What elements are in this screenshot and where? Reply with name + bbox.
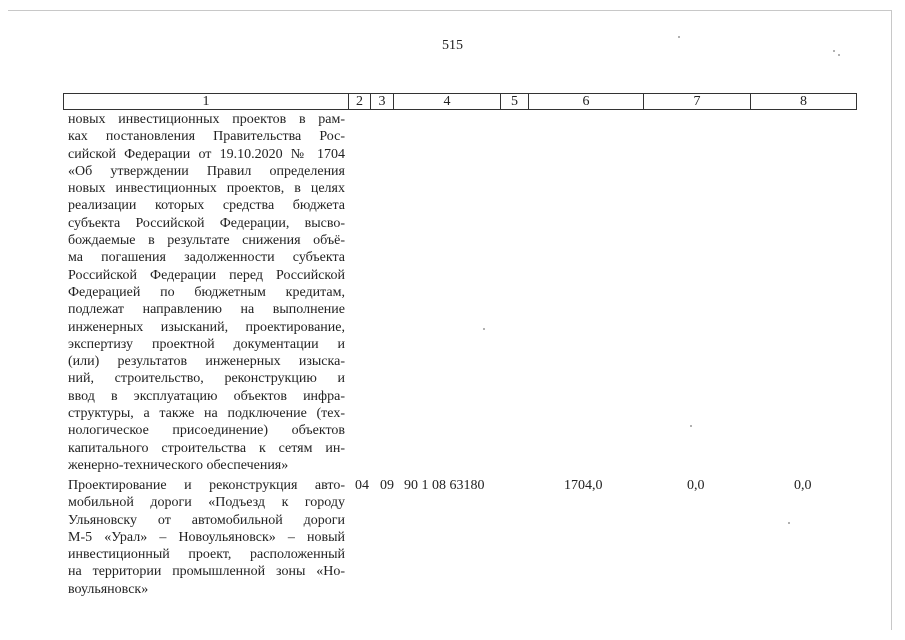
column-header-1: 1: [64, 94, 349, 109]
column-header-4: 4: [394, 94, 501, 109]
continuation-text: [68, 111, 345, 474]
column-header-3: 3: [371, 94, 394, 109]
page-number: 515: [442, 38, 463, 53]
continuation-text-line: новых инвестиционных проектов в рам-: [68, 112, 345, 127]
continuation-text-line: подлежат направлению на выполнение: [68, 302, 345, 318]
continuation-text-line: ма погашения задолженности субъекта: [68, 250, 345, 266]
continuation-text-line: бождаемые в результате снижения объё-: [68, 233, 345, 249]
item-description-line: мобильной дороги «Подъезд к городу: [68, 495, 345, 511]
continuation-text-line: ках постановления Правительства Рос-: [68, 129, 345, 145]
column-header-row: [63, 93, 857, 110]
item-description-line: воульяновск»: [68, 581, 149, 597]
continuation-text-line: структуры, а также на подключение (тех-: [68, 406, 345, 422]
continuation-text-line: женерно-технического обеспечения»: [68, 457, 289, 473]
continuation-text-line: Российской Федерации перед Российской: [68, 267, 345, 283]
column-header-7: 7: [644, 94, 751, 109]
continuation-text-line: новых инвестиционных проектов, в целях: [68, 181, 345, 197]
scan-speck: [788, 522, 790, 524]
continuation-text-line: сийской Федерации от 19.10.2020 № 1704: [68, 146, 345, 162]
table-row: [0, 477, 905, 495]
item-description-line: М-5 «Урал» – Новоульяновск» – новый: [68, 529, 345, 545]
item-description-line: Проектирование и реконструкция авто-: [68, 478, 345, 493]
column-header-5: 5: [501, 94, 529, 109]
column-header-8: 8: [800, 94, 807, 109]
scan-speck: [483, 328, 485, 330]
item-description-line: на территории промышленной зоны «Но-: [68, 564, 345, 580]
scan-speck: [678, 36, 680, 38]
continuation-text-line: субъекта Российской Федерации, высво-: [68, 215, 345, 231]
column-header-6: 6: [529, 94, 644, 109]
continuation-text-line: ний, строительство, реконструкцию и: [68, 371, 345, 387]
cell-col3: 09: [380, 478, 394, 493]
item-description-line: инвестиционный проект, расположенный: [68, 547, 345, 563]
continuation-text-line: «Об утверждении Правил определения: [68, 163, 345, 179]
cell-col6: 1704,0: [564, 478, 603, 493]
scan-speck: [838, 54, 840, 56]
continuation-text-line: Федерацией по бюджетным кредитам,: [68, 284, 345, 300]
cell-col7: 0,0: [687, 478, 705, 493]
continuation-text-line: капитального строительства к сетям ин-: [68, 440, 345, 456]
continuation-text-line: (или) результатов инженерных изыска-: [68, 354, 345, 370]
item-description-line: Ульяновску от автомобильной дороги: [68, 512, 345, 528]
cell-col2: 04: [355, 478, 369, 493]
cell-col8: 0,0: [794, 478, 812, 493]
continuation-text-line: ввод в эксплуатацию объектов инфра-: [68, 388, 345, 404]
continuation-text-line: экспертизу проектной документации и: [68, 336, 345, 352]
continuation-text-line: нологическое присоединение) объектов: [68, 423, 345, 439]
column-header-2: 2: [349, 94, 371, 109]
continuation-text-line: реализации которых средства бюджета: [68, 198, 345, 214]
cell-col4: 90 1 08 63180: [404, 478, 485, 493]
scan-speck: [690, 425, 692, 427]
item-description: [68, 477, 345, 598]
continuation-text-line: инженерных изысканий, проектирование,: [68, 319, 345, 335]
scan-speck: [833, 50, 835, 52]
